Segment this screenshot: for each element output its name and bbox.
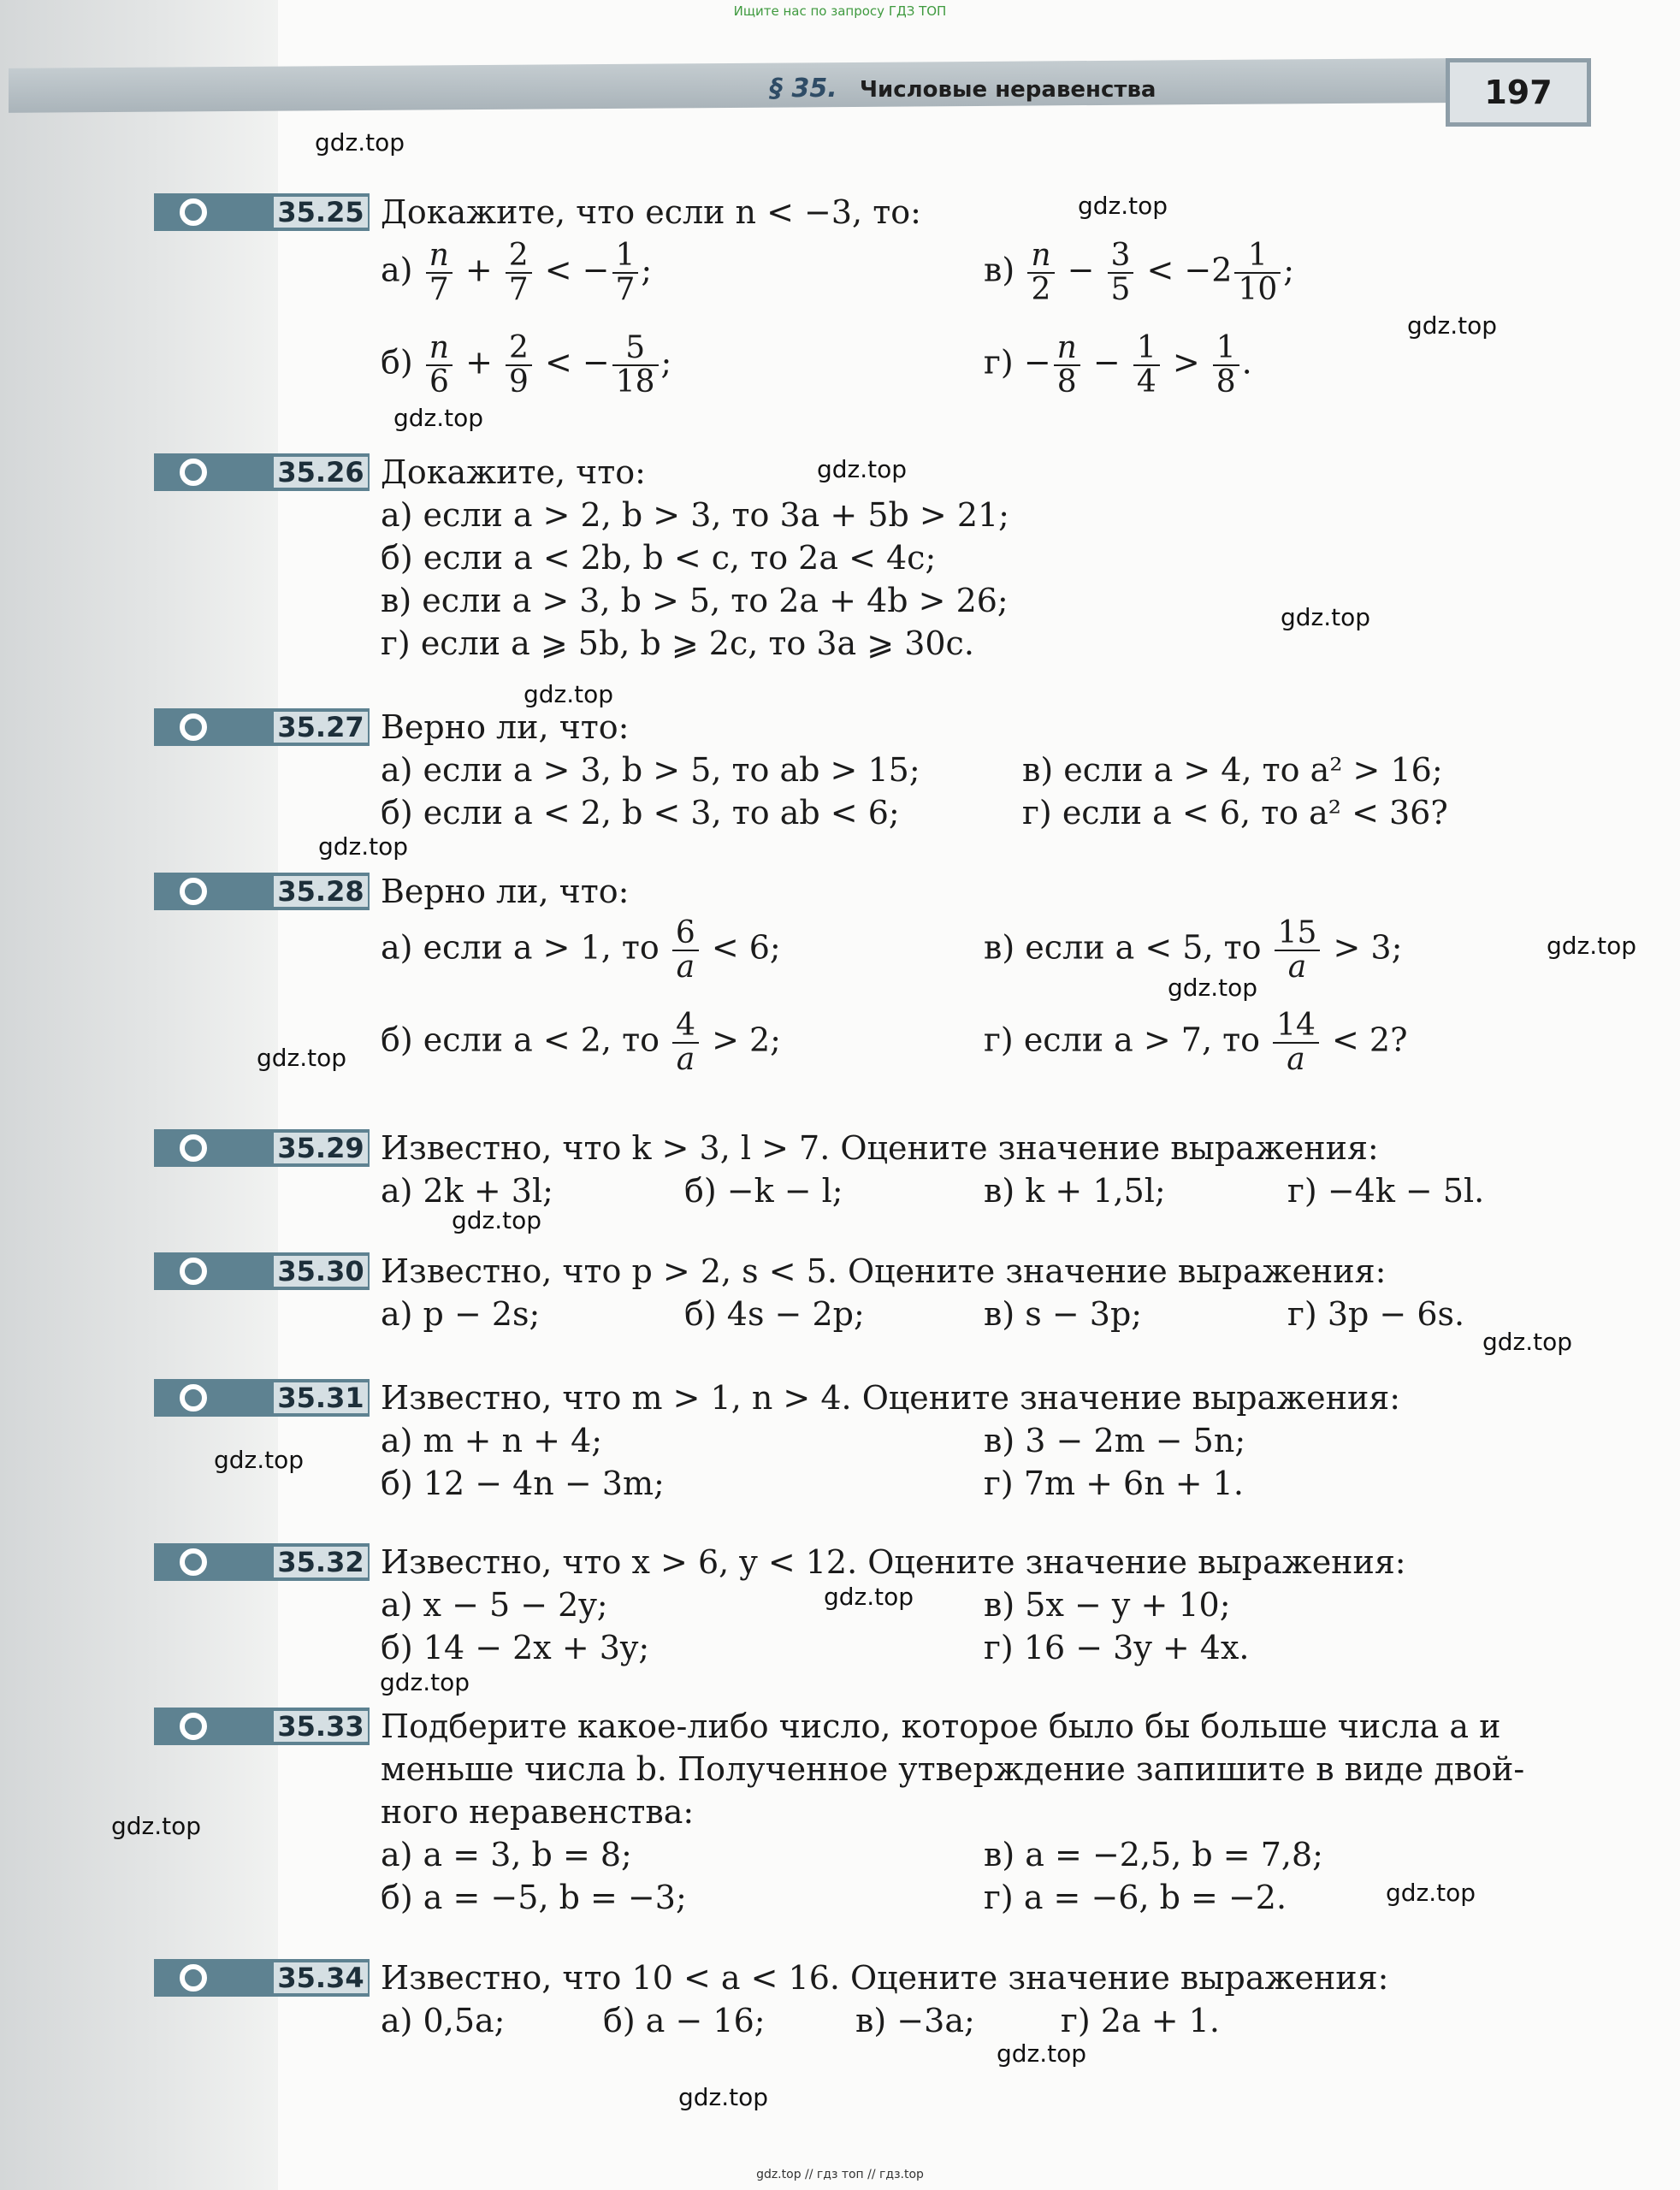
problem-question: Известно, что k > 3, l > 7. Оцените значение выражения:	[381, 1129, 1379, 1167]
problem-number: 35.29	[274, 1133, 368, 1163]
problem-question-line: Подберите какое-либо число, которое было бы больше числа a и	[381, 1708, 1501, 1745]
problem-question: Верно ли, что:	[381, 873, 630, 910]
problem-number: 35.28	[274, 876, 368, 907]
fraction: $\frac{1}{7}$	[612, 240, 639, 306]
problem-badge	[154, 1129, 370, 1167]
problem-question: Докажите, что если n < −3, то:	[381, 193, 921, 231]
problem-question: Докажите, что:	[381, 453, 646, 491]
problem-question-line: ного неравенства:	[381, 1793, 695, 1831]
item-g: г) 3p − 6s.	[1287, 1295, 1465, 1333]
fraction: $\frac{n}{8}$	[1054, 332, 1080, 399]
page-header	[9, 53, 1677, 123]
item-a: а) 2k + 3l;	[381, 1172, 553, 1210]
item-g: г) 7m + 6n + 1.	[984, 1465, 1244, 1502]
problem-badge	[154, 453, 370, 491]
page-number: 197	[1446, 58, 1591, 127]
item-g: г) 16 − 3y + 4x.	[984, 1629, 1250, 1666]
item-label: а)	[381, 251, 423, 289]
fraction: $\frac{2}{9}$	[506, 332, 532, 399]
watermark: gdz.top	[214, 1446, 305, 1474]
problem-number: 35.27	[274, 712, 368, 743]
top-note: Ищите нас по запросу ГДЗ ТОП	[733, 3, 947, 19]
item-g: г) − $\frac{n}{8}$ − $\frac{1}{4}$ > $\frac{1}{8}$ .	[984, 330, 1252, 400]
item-v: в) $\frac{n}{2}$ − $\frac{3}{5}$ < −2 $\frac{1}{10}$ ;	[984, 238, 1295, 307]
watermark: gdz.top	[678, 2083, 769, 2111]
item-b: б) −k − l;	[684, 1172, 843, 1210]
fraction: $\frac{n}{6}$	[426, 332, 453, 399]
watermark: gdz.top	[1547, 932, 1637, 960]
item-b: б) 14 − 2x + 3y;	[381, 1629, 650, 1666]
item-v: в) если a > 4, то a² > 16;	[1022, 751, 1443, 789]
item-b: б) $\frac{n}{6}$ + $\frac{2}{9}$ < − $\frac{5}{18}$ ;	[381, 330, 672, 400]
item-a: а) a = 3, b = 8;	[381, 1836, 632, 1873]
fraction: $\frac{2}{7}$	[506, 240, 532, 306]
fraction: $\frac{6}{a}$	[672, 917, 699, 984]
fraction: $\frac{1}{4}$	[1133, 332, 1160, 399]
item-a: а) если a > 1, то $\frac{6}{a}$ < 6;	[381, 915, 781, 985]
fraction: $\frac{14}{a}$	[1273, 1009, 1319, 1076]
problem-question: Известно, что m > 1, n > 4. Оцените значение выражения:	[381, 1379, 1401, 1417]
problem-question: Известно, что x > 6, y < 12. Оцените значение выражения:	[381, 1543, 1406, 1581]
item-b: б) a = −5, b = −3;	[381, 1879, 687, 1916]
item-v: в) 5x − y + 10;	[984, 1586, 1231, 1624]
header-bar	[9, 58, 1446, 113]
problem-badge	[154, 873, 370, 910]
watermark: gdz.top	[997, 2039, 1087, 2068]
watermark: gdz.top	[111, 1812, 202, 1840]
watermark: gdz.top	[1386, 1879, 1476, 1907]
watermark: gdz.top	[1407, 311, 1498, 340]
circle-marker-icon	[180, 878, 207, 905]
item-b: б) если a < 2b, b < c, то 2a < 4c;	[381, 539, 937, 577]
item-a: а) m + n + 4;	[381, 1422, 603, 1459]
circle-marker-icon	[180, 1384, 207, 1412]
circle-marker-icon	[180, 1964, 207, 1992]
fraction: $\frac{15}{a}$	[1275, 917, 1321, 984]
circle-marker-icon	[180, 1258, 207, 1285]
watermark: gdz.top	[318, 832, 409, 861]
problem-badge	[154, 1708, 370, 1745]
fraction: $\frac{n}{2}$	[1027, 240, 1054, 306]
fraction: $\frac{n}{7}$	[426, 240, 453, 306]
problem-badge	[154, 1543, 370, 1581]
item-v: в) −3a;	[855, 2002, 975, 2039]
watermark: gdz.top	[380, 1668, 470, 1696]
circle-marker-icon	[180, 198, 207, 226]
problem-question: Верно ли, что:	[381, 708, 630, 746]
fraction: $\frac{3}{5}$	[1108, 240, 1134, 306]
watermark: gdz.top	[817, 455, 908, 483]
problem-number: 35.32	[274, 1547, 368, 1577]
section-title: Числовые неравенства	[860, 77, 1156, 103]
watermark: gdz.top	[1078, 192, 1168, 220]
item-g: г) 2a + 1.	[1061, 2002, 1220, 2039]
item-g: г) a = −6, b = −2.	[984, 1879, 1287, 1916]
item-label: в)	[984, 251, 1026, 289]
item-b: б) 12 − 4n − 3m;	[381, 1465, 665, 1502]
item-a: а) 0,5a;	[381, 2002, 506, 2039]
item-b: б) a − 16;	[603, 2002, 766, 2039]
problem-badge	[154, 1379, 370, 1417]
fraction: $\frac{5}{18}$	[612, 332, 659, 399]
problem-number: 35.25	[274, 197, 368, 228]
circle-marker-icon	[180, 1134, 207, 1162]
problem-number: 35.34	[274, 1962, 368, 1993]
watermark: gdz.top	[1482, 1328, 1573, 1356]
problem-badge	[154, 708, 370, 746]
item-a: а) $\frac{n}{7}$ + $\frac{2}{7}$ < − $\frac{1}{7}$ ;	[381, 238, 653, 307]
fraction: $\frac{1}{10}$	[1234, 240, 1281, 306]
item-b: б) если a < 2, b < 3, то ab < 6;	[381, 794, 900, 832]
item-a: а) если a > 2, b > 3, то 3a + 5b > 21;	[381, 496, 1009, 534]
watermark: gdz.top	[524, 680, 614, 708]
problem-number: 35.31	[274, 1382, 368, 1413]
section-number: § 35.	[770, 74, 837, 104]
item-v: в) если a > 3, b > 5, то 2a + 4b > 26;	[381, 582, 1009, 619]
item-a: а) p − 2s;	[381, 1295, 541, 1333]
watermark: gdz.top	[393, 404, 484, 432]
item-v: в) если a < 5, то $\frac{15}{a}$ > 3;	[984, 915, 1403, 985]
item-g: г) если a ⩾ 5b, b ⩾ 2c, то 3a ⩾ 30c.	[381, 624, 974, 662]
watermark: gdz.top	[1168, 974, 1258, 1002]
item-g: г) если a > 7, то $\frac{14}{a}$ < 2?	[984, 1008, 1408, 1077]
item-b: б) если a < 2, то $\frac{4}{a}$ > 2;	[381, 1008, 781, 1077]
circle-marker-icon	[180, 459, 207, 486]
problem-number: 35.33	[274, 1711, 368, 1742]
watermark: gdz.top	[824, 1583, 914, 1611]
problem-question-line: меньше числа b. Полученное утверждение запишите в виде двой-	[381, 1750, 1525, 1788]
problem-question: Известно, что 10 < a < 16. Оцените значение выражения:	[381, 1959, 1389, 1997]
circle-marker-icon	[180, 1713, 207, 1740]
item-b: б) 4s − 2p;	[684, 1295, 865, 1333]
page-shadow-strip	[0, 0, 278, 2190]
item-a: а) x − 5 − 2y;	[381, 1586, 608, 1624]
watermark: gdz.top	[452, 1206, 542, 1234]
watermark: gdz.top	[315, 128, 405, 157]
circle-marker-icon	[180, 713, 207, 741]
item-g: г) −4k − 5l.	[1287, 1172, 1485, 1210]
item-label: б)	[381, 343, 423, 382]
problem-question: Известно, что p > 2, s < 5. Оцените значение выражения:	[381, 1252, 1387, 1290]
item-v: в) 3 − 2m − 5n;	[984, 1422, 1246, 1459]
problem-number: 35.30	[274, 1256, 368, 1287]
watermark: gdz.top	[1281, 603, 1371, 631]
problem-badge	[154, 1959, 370, 1997]
item-v: в) a = −2,5, b = 7,8;	[984, 1836, 1323, 1873]
item-label: г) −	[984, 343, 1051, 382]
circle-marker-icon	[180, 1548, 207, 1576]
item-v: в) k + 1,5l;	[984, 1172, 1166, 1210]
problem-badge	[154, 1252, 370, 1290]
bottom-note: gdz.top // гдз топ // гдз.top	[756, 2168, 924, 2181]
watermark: gdz.top	[257, 1044, 347, 1072]
fraction: $\frac{4}{a}$	[672, 1009, 699, 1076]
fraction: $\frac{1}{8}$	[1213, 332, 1239, 399]
problem-badge	[154, 193, 370, 231]
problem-number: 35.26	[274, 457, 368, 488]
item-v: в) s − 3p;	[984, 1295, 1143, 1333]
item-a: а) если a > 3, b > 5, то ab > 15;	[381, 751, 920, 789]
item-g: г) если a < 6, то a² < 36?	[1022, 794, 1448, 832]
